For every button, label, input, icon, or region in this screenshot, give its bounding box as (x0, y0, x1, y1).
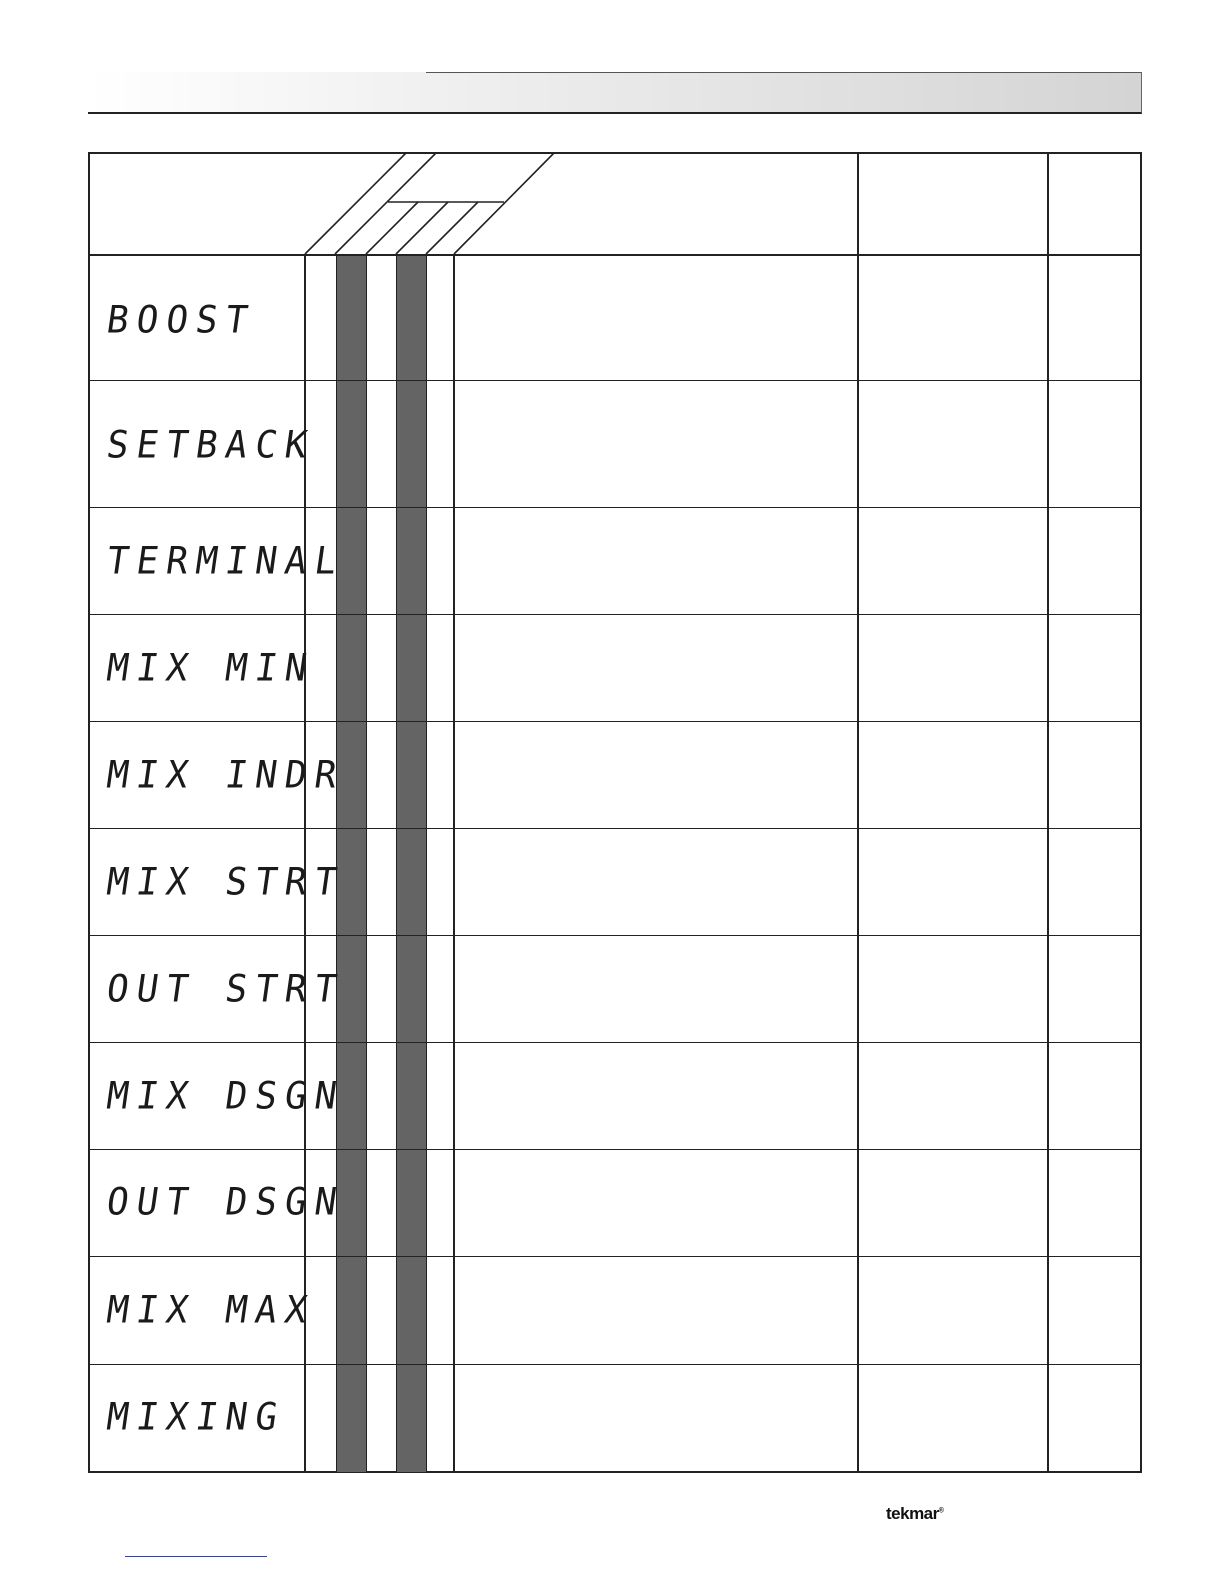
lcd-label-mixing: MIXING (103, 1395, 289, 1439)
lcd-label-mix-strt: MIX STRT (103, 860, 348, 904)
row-rule (88, 721, 1142, 722)
lcd-label-out-strt: OUT STRT (103, 967, 348, 1011)
row-rule (88, 1364, 1142, 1365)
lcd-label-boost: BOOST (103, 298, 259, 342)
lcd-label-mix-dsgn: MIX DSGN (103, 1074, 348, 1118)
column-rule (1047, 152, 1049, 1472)
row-rule (88, 1042, 1142, 1043)
footer-link-underline[interactable] (125, 1556, 267, 1557)
lcd-label-mix-indr: MIX INDR (103, 753, 348, 797)
lcd-label-setback: SETBACK (103, 423, 318, 467)
row-rule (88, 380, 1142, 381)
column-rule (857, 152, 859, 1472)
tekmar-logo: tekmar® (886, 1504, 944, 1523)
header-rule (88, 254, 1142, 256)
row-rule (88, 1149, 1142, 1150)
column-rule (396, 254, 397, 1472)
row-rule (88, 828, 1142, 829)
lcd-label-mix-max: MIX MAX (103, 1288, 318, 1332)
lcd-label-terminal: TERMINAL (103, 539, 348, 583)
lcd-label-out-dsgn: OUT DSGN (103, 1180, 348, 1224)
row-rule (88, 614, 1142, 615)
row-rule (88, 1256, 1142, 1257)
row-rule (88, 507, 1142, 508)
row-rule (88, 935, 1142, 936)
column-rule (366, 254, 367, 1472)
lcd-label-mix-min: MIX MIN (103, 646, 318, 690)
column-rule (426, 254, 427, 1472)
column-rule (453, 254, 455, 1472)
